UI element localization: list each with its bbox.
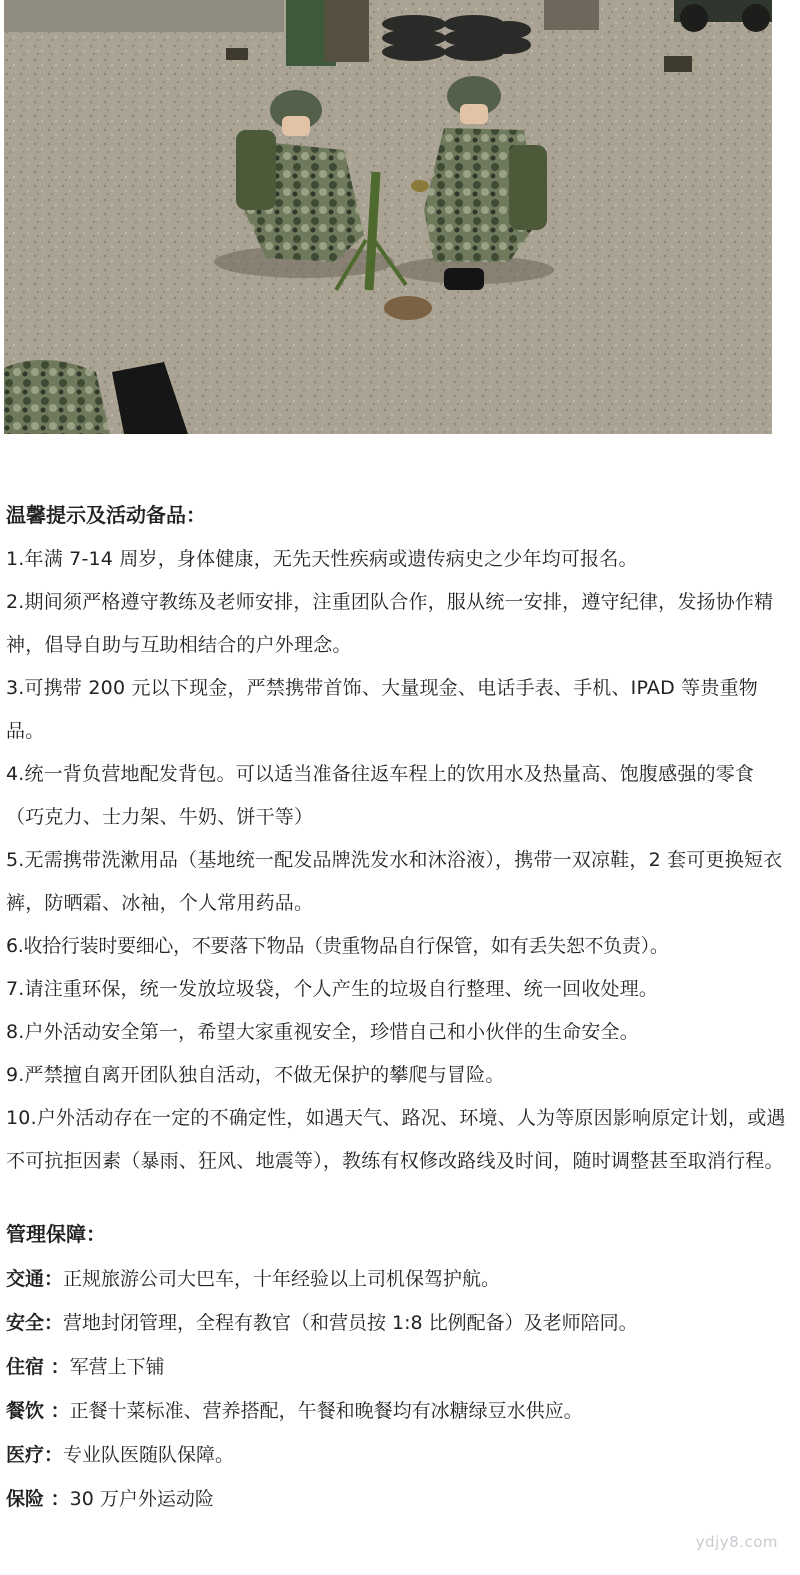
row-value: 正餐十菜标准、营养搭配，午餐和晚餐均有冰糖绿豆水供应。 bbox=[69, 1400, 583, 1422]
tip-item: 1.年满 7-14 周岁，身体健康，无先天性疾病或遗传病史之少年均可报名。 bbox=[6, 548, 638, 570]
management-row-transport bbox=[6, 1257, 790, 1301]
photo-illustration bbox=[4, 0, 772, 434]
tip-item: 7.请注重环保，统一发放垃圾袋，个人产生的垃圾自行整理、统一回收处理。 bbox=[6, 978, 659, 1000]
row-label: 安全： bbox=[6, 1312, 64, 1334]
tips-heading: 温馨提示及活动备品： bbox=[6, 503, 206, 527]
row-label: 保险 ： bbox=[6, 1488, 70, 1510]
management-heading: 管理保障： bbox=[6, 1222, 106, 1246]
tip-item: 9.严禁擅自离开团队独自活动，不做无保护的攀爬与冒险。 bbox=[6, 1064, 505, 1086]
management-row-dining bbox=[6, 1389, 790, 1433]
tip-item: 3.可携带 200 元以下现金，严禁携带首饰、大量现金、电话手表、手机、IPAD 等贵重物品。 bbox=[6, 677, 758, 742]
row-value: 军营上下铺 bbox=[69, 1356, 165, 1378]
management-section bbox=[6, 1219, 790, 1521]
tip-item: 2.期间须严格遵守教练及老师安排，注重团队合作，服从统一安排，遵守纪律，发扬协作精神，倡导自助与互助相结合的户外理念。 bbox=[6, 591, 774, 656]
tip-item: 10.户外活动存在一定的不确定性，如遇天气、路况、环境、人为等原因影响原定计划，或遇不可抗拒因素（暴雨、狂风、地震等），教练有权修改路线及时间，随时调整甚至取消行程。 bbox=[6, 1107, 786, 1172]
row-label: 交通： bbox=[6, 1268, 64, 1290]
site-watermark: ydjy8.com bbox=[695, 1533, 778, 1551]
management-row-lodging bbox=[6, 1345, 790, 1389]
row-value: 营地封闭管理，全程有教官（和营员按 1:8 比例配备）及老师陪同。 bbox=[63, 1312, 638, 1334]
tip-item: 5.无需携带洗漱用品（基地统一配发品牌洗发水和沐浴液），携带一双凉鞋，2 套可更换短衣裤，防晒霜、冰袖，个人常用药品。 bbox=[6, 849, 783, 914]
row-label: 住宿 ： bbox=[6, 1356, 70, 1378]
row-value: 专业队医随队保障。 bbox=[63, 1444, 235, 1466]
management-row-insurance bbox=[6, 1477, 790, 1521]
row-label: 医疗： bbox=[6, 1444, 64, 1466]
tip-item: 4.统一背负营地配发背包。可以适当准备往返车程上的饮用水及热量高、饱腹感强的零食（巧克力、士力架、牛奶、饼干等） bbox=[6, 763, 755, 828]
management-row-medical bbox=[6, 1433, 790, 1477]
row-value: 30 万户外运动险 bbox=[69, 1488, 214, 1510]
camp-activity-photo bbox=[4, 0, 772, 434]
tip-item: 8.户外活动安全第一，希望大家重视安全，珍惜自己和小伙伴的生命安全。 bbox=[6, 1021, 639, 1043]
tips-section bbox=[6, 500, 790, 1183]
tip-item: 6.收拾行装时要细心，不要落下物品（贵重物品自行保管，如有丢失恕不负责）。 bbox=[6, 935, 669, 957]
management-row-safety bbox=[6, 1301, 790, 1345]
row-value: 正规旅游公司大巴车，十年经验以上司机保驾护航。 bbox=[63, 1268, 501, 1290]
row-label: 餐饮 ： bbox=[6, 1400, 70, 1422]
camp-info-content bbox=[6, 500, 790, 1521]
